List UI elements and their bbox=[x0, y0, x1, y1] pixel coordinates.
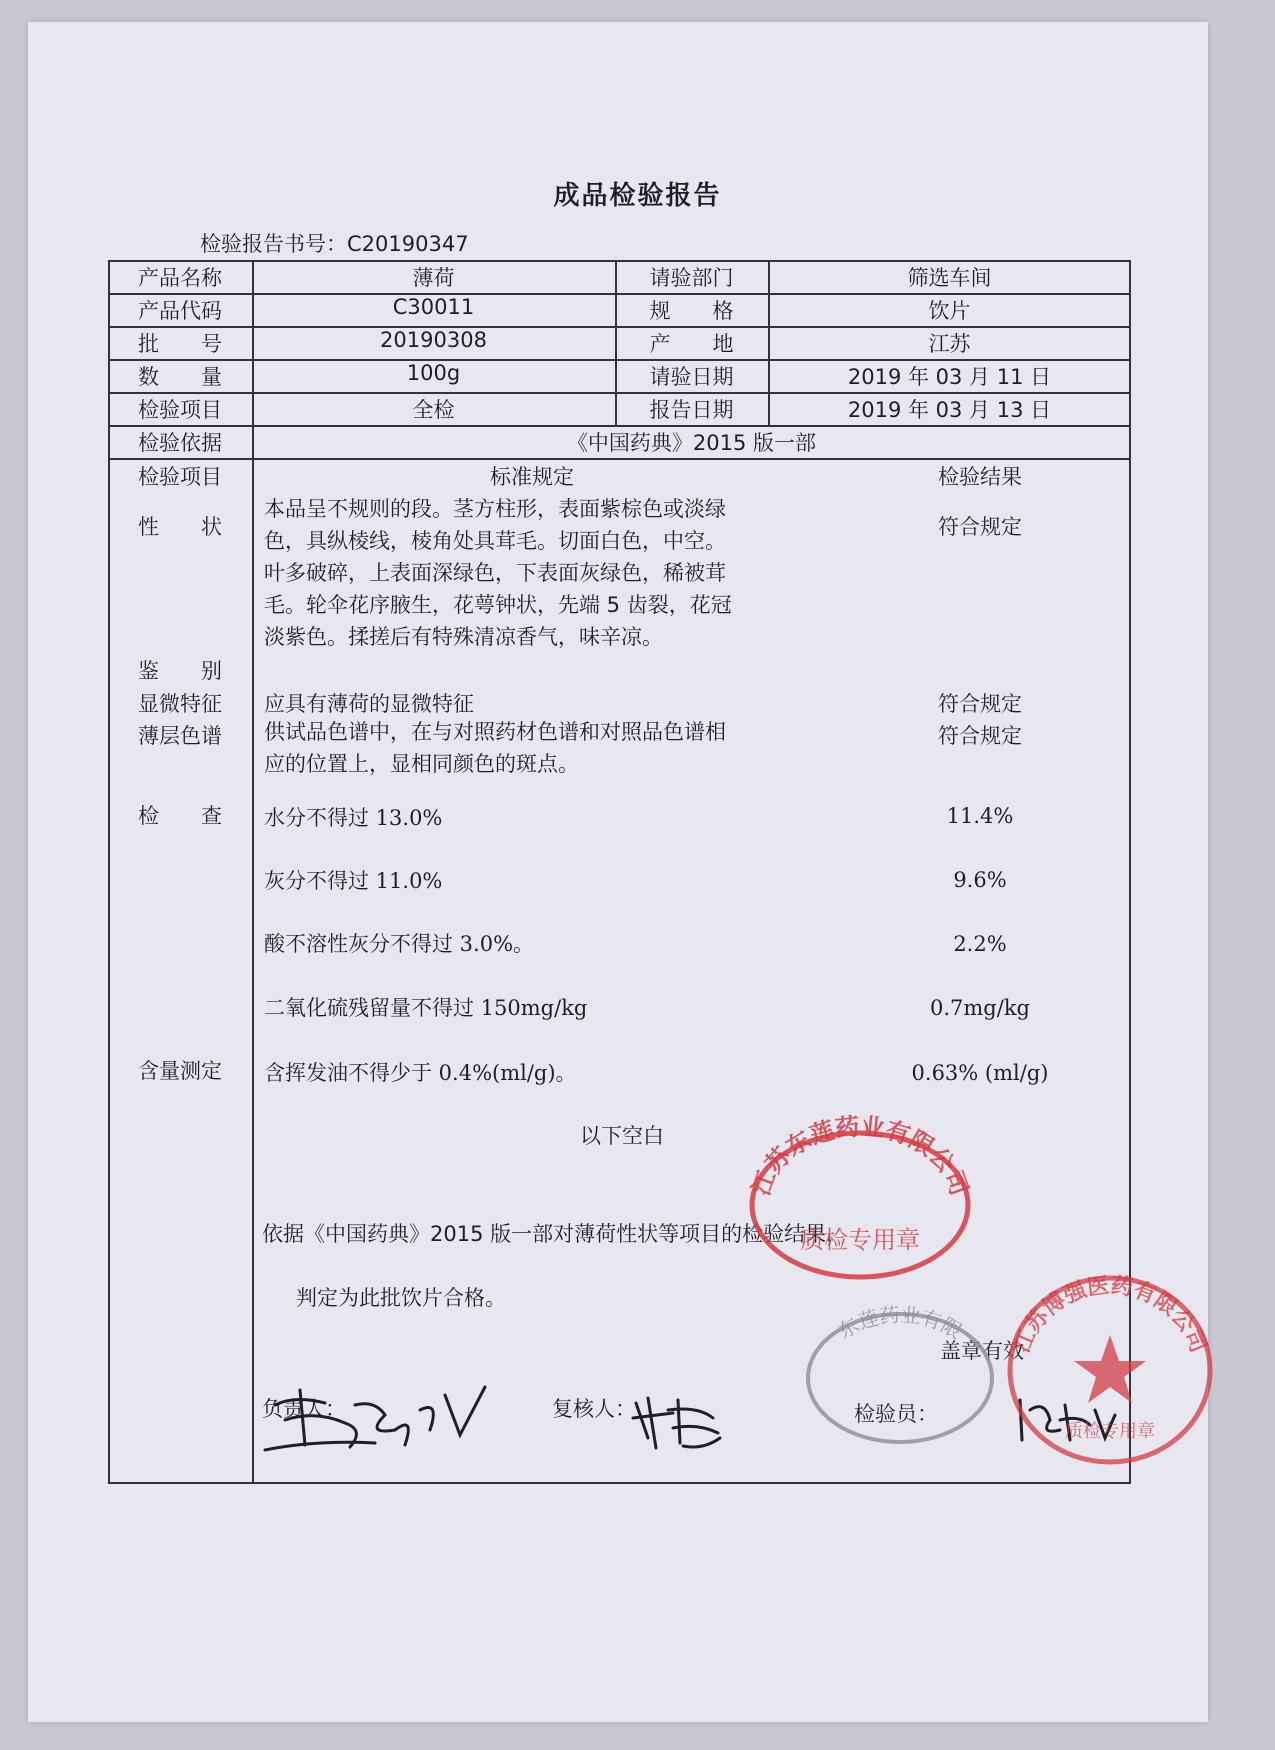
origin-label: 产 地 bbox=[649, 332, 734, 356]
appearance-line: 叶多破碎，上表面深绿色，下表面灰绿色，稀被茸 bbox=[264, 561, 726, 585]
star-icon bbox=[1074, 1335, 1146, 1403]
seal-valid-note: 盖章有效 bbox=[940, 1339, 1024, 1363]
batch-label: 批 号 bbox=[138, 332, 222, 356]
spec-label: 规 格 bbox=[649, 299, 734, 323]
identification-label: 鉴 别 bbox=[138, 659, 222, 683]
check-label: 检 查 bbox=[138, 804, 222, 828]
responsible-label: 负责人： bbox=[262, 1397, 346, 1421]
request-date-value: 2019 年 03 月 11 日 bbox=[847, 365, 1052, 389]
acid-ash-standard: 酸不溶性灰分不得过 3.0%。 bbox=[264, 932, 535, 956]
pharma-qc-stamp bbox=[995, 1265, 1225, 1465]
tlc-standard bbox=[264, 716, 726, 780]
basis-value: 《中国药典》2015 版一部 bbox=[566, 431, 817, 455]
company-qc-stamp bbox=[740, 1110, 980, 1280]
so2-result: 0.7mg/kg bbox=[930, 996, 1030, 1020]
oil-standard: 含挥发油不得少于 0.4%(ml/g)。 bbox=[264, 1061, 577, 1085]
report-date-value: 2019 年 03 月 13 日 bbox=[847, 398, 1052, 422]
dept-label: 请验部门 bbox=[649, 266, 734, 290]
tlc-line: 应的位置上，显相同颜色的斑点。 bbox=[264, 752, 579, 776]
conclusion-line-1: 依据《中国药典》2015 版一部对薄荷性状等项目的检验结果， bbox=[262, 1222, 848, 1246]
column-divider bbox=[252, 1160, 254, 1484]
inspector-label: 检验员： bbox=[854, 1402, 938, 1426]
svg-text:东莲药业有限: 东莲药业有限 bbox=[833, 1302, 967, 1344]
basis-label: 检验依据 bbox=[138, 431, 222, 455]
quantity-value: 100g bbox=[406, 361, 461, 385]
dept-value: 筛选车间 bbox=[907, 266, 992, 290]
svg-text:江苏东莲药业有限公司: 江苏东莲药业有限公司 bbox=[746, 1112, 974, 1200]
conclusion-line-2: 判定为此批饮片合格。 bbox=[296, 1286, 506, 1310]
col-item-header: 检验项目 bbox=[138, 465, 222, 489]
product-name-label: 产品名称 bbox=[138, 266, 222, 290]
appearance-line: 色，具纵棱线，棱角处具茸毛。切面白色，中空。 bbox=[264, 529, 726, 553]
quantity-label: 数 量 bbox=[138, 365, 222, 389]
gray-company-stamp bbox=[800, 1300, 1000, 1450]
svg-text:质检专用章: 质检专用章 bbox=[800, 1226, 920, 1254]
ash-standard: 灰分不得过 11.0% bbox=[264, 869, 443, 893]
row-divider bbox=[108, 458, 1131, 460]
tlc-line: 供试品色谱中，在与对照药材色谱和对照品色谱相 bbox=[264, 720, 726, 744]
report-number-label: 检验报告书号： bbox=[200, 232, 347, 256]
tlc-result: 符合规定 bbox=[938, 724, 1022, 748]
so2-standard: 二氧化硫残留量不得过 150mg/kg bbox=[264, 996, 588, 1020]
document-title: 成品检验报告 bbox=[553, 181, 722, 211]
svg-text:江苏博强医药有限公司: 江苏博强医药有限公司 bbox=[1009, 1273, 1211, 1357]
appearance-label: 性 状 bbox=[138, 515, 222, 539]
appearance-line: 毛。轮伞花序腋生，花萼钟状，先端 5 齿裂，花冠 bbox=[264, 593, 732, 617]
appearance-line: 淡紫色。揉搓后有特殊清凉香气，味辛凉。 bbox=[264, 625, 663, 649]
test-item-value: 全检 bbox=[412, 398, 455, 422]
appearance-result: 符合规定 bbox=[938, 515, 1022, 539]
report-date-label: 报告日期 bbox=[649, 398, 734, 422]
col-result-header: 检验结果 bbox=[938, 465, 1022, 489]
water-result: 11.4% bbox=[946, 804, 1014, 828]
water-standard: 水分不得过 13.0% bbox=[264, 806, 443, 830]
request-date-label: 请验日期 bbox=[649, 365, 734, 389]
spec-value: 饮片 bbox=[928, 299, 971, 323]
svg-text:质检专用章: 质检专用章 bbox=[1065, 1421, 1155, 1442]
col-standard-header: 标准规定 bbox=[490, 465, 574, 489]
batch-value: 20190308 bbox=[380, 328, 487, 352]
microscopic-label: 显微特征 bbox=[138, 692, 222, 716]
code-value: C30011 bbox=[392, 295, 475, 319]
reviewer-label: 复核人： bbox=[552, 1397, 636, 1421]
assay-label: 含量测定 bbox=[138, 1059, 222, 1083]
product-name-value: 薄荷 bbox=[412, 266, 455, 290]
appearance-line: 本品呈不规则的段。茎方柱形，表面紫棕色或淡绿 bbox=[264, 497, 726, 521]
report-number-value: C20190347 bbox=[347, 232, 469, 256]
ash-result: 9.6% bbox=[953, 868, 1007, 892]
tlc-label: 薄层色谱 bbox=[138, 724, 222, 748]
code-label: 产品代码 bbox=[138, 299, 222, 323]
microscopic-standard: 应具有薄荷的显微特征 bbox=[264, 692, 474, 716]
acid-ash-result: 2.2% bbox=[953, 932, 1007, 956]
report-number bbox=[200, 228, 469, 258]
responsible-signature bbox=[255, 1375, 515, 1460]
reviewer-signature bbox=[628, 1388, 728, 1458]
origin-value: 江苏 bbox=[928, 332, 971, 356]
microscopic-result: 符合规定 bbox=[938, 692, 1022, 716]
blank-below-note: 以下空白 bbox=[580, 1124, 664, 1148]
appearance-standard bbox=[264, 493, 732, 653]
oil-result: 0.63% (ml/g) bbox=[911, 1061, 1049, 1085]
test-item-label: 检验项目 bbox=[138, 398, 222, 422]
